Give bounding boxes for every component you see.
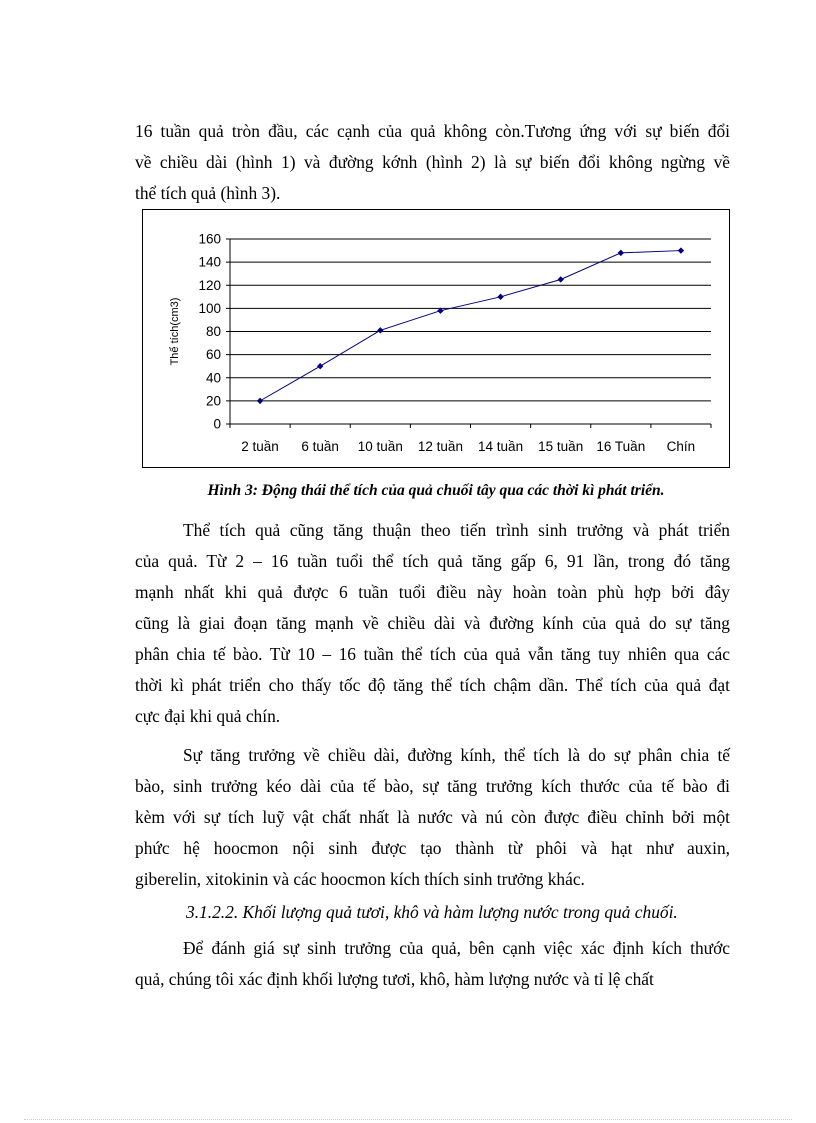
text-line: cực đại khi quả chín.	[135, 706, 281, 726]
body-paragraph-mass	[135, 933, 730, 995]
text-line: mạnh nhất khi quả được 6 tuần tuổi điều này hoàn toàn phù hợp bởi đây	[135, 582, 730, 602]
text-line: của quả. Từ 2 – 16 tuần tuổi thể tích quả tăng gấp 6, 91 lần, trong đó tăng	[135, 551, 730, 571]
text-line: quả, chúng tôi xác định khối lượng tươi, khô, hàm lượng nước và tỉ lệ chất	[135, 969, 654, 989]
x-tick-label: 14 tuần	[478, 439, 524, 454]
x-tick-label: 10 tuần	[357, 439, 403, 454]
data-point	[557, 276, 563, 282]
text-line: thể tích quả (hình 3).	[135, 183, 281, 203]
intro-paragraph	[135, 116, 730, 209]
x-tick-label: 6 tuần	[301, 439, 339, 454]
section-heading: 3.1.2.2. Khối lượng quả tươi, khô và hàm lượng nước trong quả chuối.	[186, 902, 678, 922]
text-line: Thể tích quả cũng tăng thuận theo tiến trình sinh trưởng và phát triển	[183, 520, 730, 540]
text-line: cũng là giai đoạn tăng mạnh về chiều dài và đường kính của quả do sự tăng	[135, 613, 730, 633]
y-axis-label: Thể tích(cm3)	[169, 297, 181, 366]
x-tick-label: 12 tuần	[417, 439, 463, 454]
data-point	[497, 294, 503, 300]
text-line: về chiều dài (hình 1) và đường kớnh (hình 2) là sự biến đổi không ngừng về	[135, 152, 730, 172]
y-tick-label: 160	[198, 231, 221, 247]
page-bottom-border	[24, 1119, 792, 1120]
data-point	[618, 250, 624, 256]
text-line: giberelin, xitokinin và các hoocmon kích thích sinh trưởng khác.	[135, 869, 585, 889]
text-line: kèm với sự tích luỹ vật chất nhất là nước và nú còn được điều chỉnh bởi một	[135, 807, 730, 827]
text-line: Để đánh giá sự sinh trưởng của quả, bên cạnh việc xác định kích thước	[183, 938, 730, 958]
volume-chart	[142, 209, 730, 468]
y-tick-label: 0	[213, 416, 221, 432]
x-tick-label: 15 tuần	[538, 439, 584, 454]
body-paragraph-volume	[135, 515, 730, 732]
data-point	[257, 398, 263, 404]
data-point	[317, 363, 323, 369]
x-tick-label: 2 tuần	[241, 439, 279, 454]
text-line: Sự tăng trưởng về chiều dài, đường kính, thể tích là do sự phân chia tế	[183, 745, 730, 765]
x-tick-label: Chín	[666, 439, 696, 454]
y-tick-label: 40	[205, 370, 221, 386]
chart-svg	[143, 210, 729, 467]
y-tick-label: 120	[198, 277, 221, 293]
data-point	[377, 327, 383, 333]
data-point	[678, 247, 684, 253]
y-tick-label: 20	[205, 393, 221, 409]
text-line: thời kì phát triển cho thấy tốc độ tăng thể tích chậm dần. Thể tích của quả đạt	[135, 675, 730, 695]
y-tick-label: 140	[198, 254, 221, 270]
figure-caption: Hình 3: Động thái thể tích của quả chuối tây qua các thời kì phát triển.	[207, 482, 665, 499]
text-line: 16 tuần quả tròn đầu, các cạnh của quả không còn.Tương ứng với sự biến đổi	[135, 121, 730, 141]
y-tick-label: 100	[198, 300, 221, 316]
body-paragraph-growth	[135, 740, 730, 895]
text-line: bào, sinh trưởng kéo dài của tế bào, sự tăng trưởng kích thước của tế bào đi	[135, 776, 730, 796]
y-tick-label: 60	[205, 347, 221, 363]
text-line: phân chia tế bào. Từ 10 – 16 tuần thể tích của quả vẫn tăng tuy nhiên qua các	[135, 644, 730, 664]
text-line: phức hệ hoocmon nội sinh được tạo thành từ phôi và hạt như auxin,	[135, 838, 730, 858]
x-tick-label: 16 Tuần	[596, 439, 646, 454]
series-line	[260, 251, 681, 401]
y-tick-label: 80	[205, 324, 221, 339]
